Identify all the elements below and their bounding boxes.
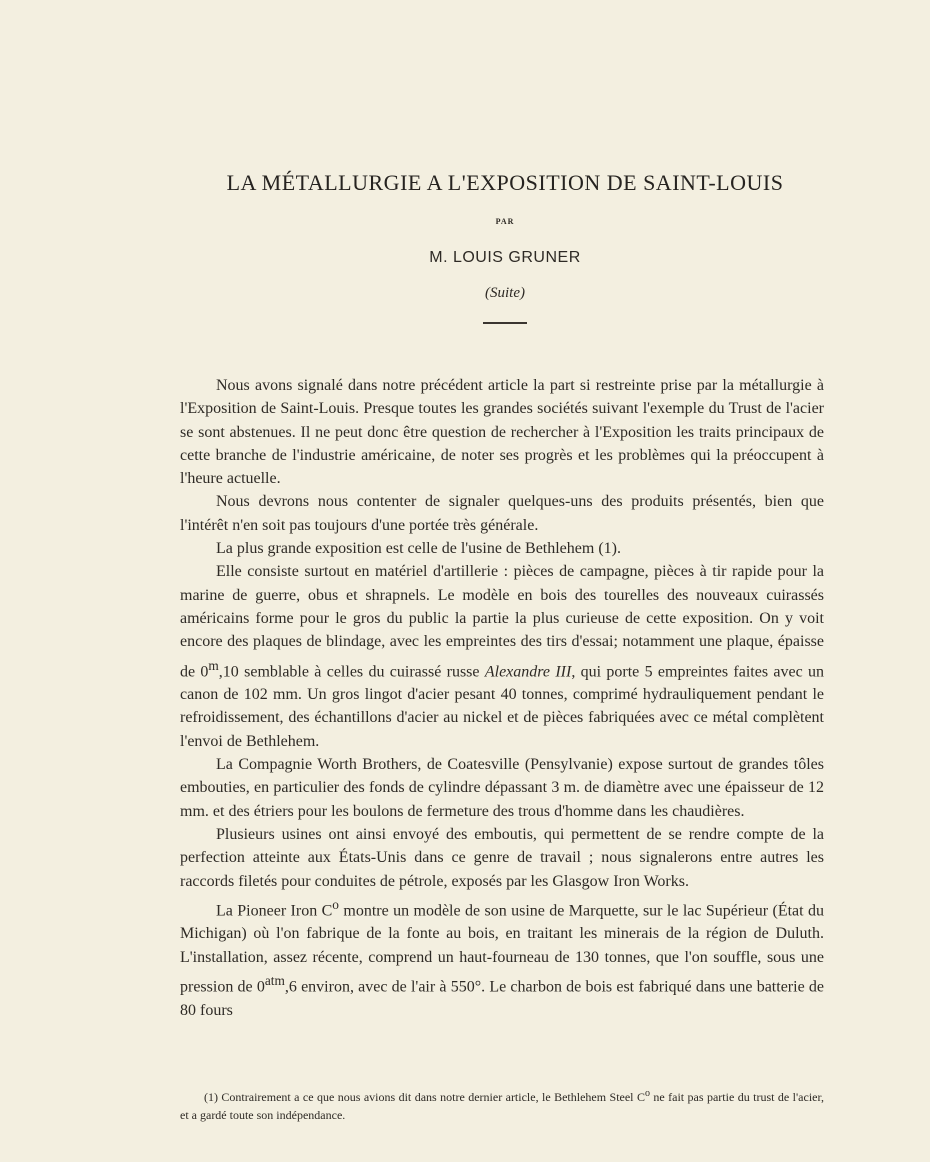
paragraph-4-part-2: ,10 semblable à celles du cuirassé russe	[218, 662, 485, 680]
paragraph-7-sup-1: o	[332, 896, 339, 912]
footnote-part-2: ne fait pas partie du trust de l'acier, et a gardé toute son indépendance.	[180, 1090, 824, 1122]
paragraph-4-sup: m	[208, 657, 219, 673]
paragraph-1: Nous avons signalé dans notre précédent article la part si restreinte prise par la métallurgie à l'Exposition de Saint-Louis. Presque toutes les grandes sociétés suivant l'exemple du Trust de l'acier se sont abstenues. Il ne peut donc être question de rechercher à l'Exposition les traits principaux de cette branche de l'industrie américaine, de noter ses progrès et les problèmes qui la préoccupent à l'heure actuelle.	[180, 377, 824, 488]
footnote-sup: o	[644, 1088, 650, 1099]
paragraph-7-part-2: montre un modèle de son usine de Marquette, sur le lac Supérieur (État du Michigan) où l'on fabrique de la fonte au bois, en traitant les minerais de la région de Duluth. L'installation, assez récente, comprend un haut-fourneau de 130 tonnes, que l'on souffle, sous une pression de 0	[180, 902, 825, 996]
paragraph-5: La Compagnie Worth Brothers, de Coatesville (Pensylvanie) expose surtout de grandes tôles embouties, en particulier des fonds de cylindre dépassant 3 m. de diamètre avec une épaisseur de 12 mm. et des étriers pour les boulons de fermeture des trous d'homme dans les chaudières.	[180, 756, 824, 820]
author-name: M. LOUIS GRUNER	[429, 249, 581, 266]
paragraph-7	[180, 893, 824, 1022]
article-title: LA MÉTALLURGIE A L'EXPOSITION DE SAINT-LOUIS	[226, 170, 784, 195]
paragraph-4	[180, 560, 824, 753]
footnote	[180, 1085, 824, 1124]
paragraph-7-sup-2: atm	[264, 973, 285, 989]
title-rule	[483, 322, 527, 324]
suite-label: (Suite)	[485, 285, 525, 301]
article-body	[180, 374, 824, 1022]
paragraph-2: Nous devrons nous contenter de signaler quelques-uns des produits présentés, bien que l'intérêt n'en soit pas toujours d'une portée très générale.	[180, 493, 824, 534]
paragraph-4-part-1: Elle consiste surtout en matériel d'artillerie : pièces de campagne, pièces à tir rapide pour la marine de guerre, obus et shrapnels. Le modèle en bois des tourelles des nouveaux cuirassés américains forme pour le gros du public la partie la plus curieuse de cette exposition. On y voit encore des plaques de blindage, avec les empreintes des tirs d'essai; notamment une plaque, épaisse de 0	[180, 563, 824, 680]
paragraph-6: Plusieurs usines ont ainsi envoyé des emboutis, qui permettent de se rendre compte de la perfection atteinte aux États-Unis dans ce genre de travail ; nous signalerons entre autres les raccords filetés pour conduites de pétrole, exposés par les Glasgow Iron Works.	[180, 825, 824, 890]
par-label: PAR	[495, 217, 515, 226]
paragraph-7-part-1: La Pioneer Iron C	[216, 902, 333, 920]
footnote-text	[180, 1085, 824, 1124]
paragraph-3: La plus grande exposition est celle de l'usine de Bethlehem (1).	[216, 540, 621, 558]
paragraph-7-part-3: ,6 environ, avec de l'air à 550°. Le charbon de bois est fabriqué dans une batterie de 80 fours	[180, 978, 824, 1019]
footnote-part-1: (1) Contrairement a ce que nous avions dit dans notre dernier article, le Bethlehem Steel C	[204, 1090, 645, 1104]
paragraph-4-part-3: , qui porte 5 empreintes faites avec un canon de 102 mm. Un gros lingot d'acier pesant 40 tonnes, comprimé hydrauliquement pendant le refroidissement, des échantillons d'acier au nickel et de pièces fabriquées avec ce métal complètent l'envoi de Bethlehem.	[180, 662, 825, 750]
ship-name: Alexandre III	[484, 662, 572, 680]
